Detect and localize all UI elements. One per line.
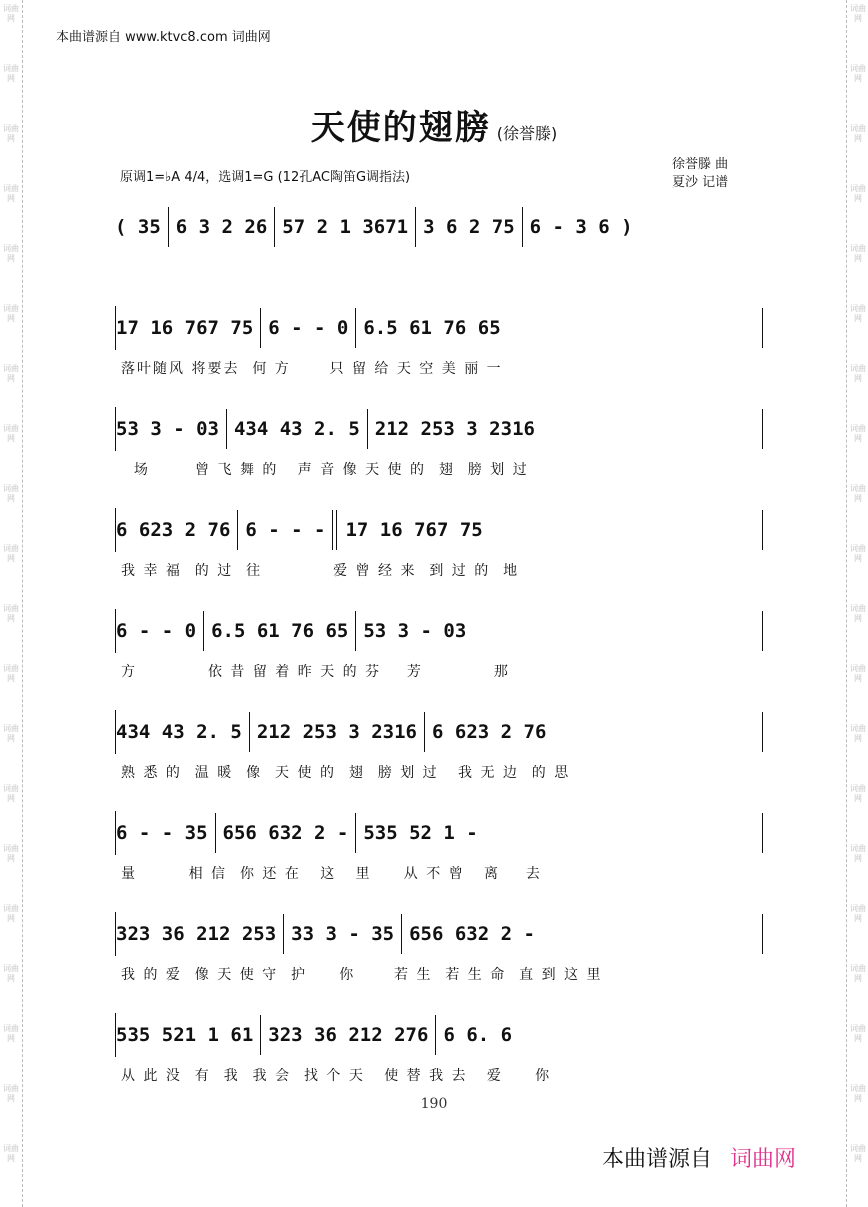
side-watermark: 词曲网 bbox=[3, 604, 19, 623]
lyric-row: 场 曾 飞 舞 的 声 音 像 天 使 的 翅 膀 划 过 bbox=[121, 462, 529, 478]
side-watermark: 词曲网 bbox=[3, 544, 19, 563]
bar-line-end bbox=[762, 409, 763, 449]
side-watermark: 词曲网 bbox=[850, 1084, 866, 1103]
bar-line bbox=[260, 1015, 261, 1055]
measure: 212 253 3 2316 bbox=[374, 418, 535, 440]
notes-row bbox=[115, 1013, 755, 1057]
bar-line bbox=[168, 207, 169, 247]
measure: 323 36 212 276 bbox=[268, 1024, 429, 1046]
bar-line bbox=[226, 409, 227, 449]
side-watermark: 词曲网 bbox=[850, 604, 866, 623]
lyric-row: 从 此 没 有 我 我 会 找 个 天 使 替 我 去 爱 你 bbox=[121, 1068, 552, 1084]
lyric-row: 量 相 信 你 还 在 这 里 从 不 曾 离 去 bbox=[121, 866, 542, 882]
side-watermark: 词曲网 bbox=[3, 964, 19, 983]
measure: 323 36 212 253 bbox=[116, 923, 277, 945]
notes-row bbox=[115, 811, 755, 855]
side-watermark: 词曲网 bbox=[3, 664, 19, 683]
side-watermark: 词曲网 bbox=[850, 844, 866, 863]
bar-line bbox=[274, 207, 275, 247]
notes-row bbox=[115, 407, 755, 451]
bar-line bbox=[367, 409, 368, 449]
left-watermark-column bbox=[2, 0, 20, 1207]
side-watermark: 词曲网 bbox=[850, 784, 866, 803]
notes-row bbox=[115, 609, 755, 653]
measure: 17 16 767 75 bbox=[116, 317, 254, 339]
repeat-bar-line bbox=[332, 510, 333, 550]
measure: 434 43 2. 5 bbox=[116, 721, 242, 743]
side-watermark: 词曲网 bbox=[3, 64, 19, 83]
side-watermark: 词曲网 bbox=[3, 4, 19, 23]
score bbox=[115, 205, 755, 1114]
side-watermark: 词曲网 bbox=[3, 244, 19, 263]
side-watermark: 词曲网 bbox=[3, 1084, 19, 1103]
notes-row bbox=[115, 508, 755, 552]
song-title: 天使的翅膀 bbox=[310, 108, 491, 148]
side-watermark: 词曲网 bbox=[3, 1024, 19, 1043]
measure: 6.5 61 76 65 bbox=[211, 620, 349, 642]
title-block bbox=[0, 100, 868, 149]
bar-line bbox=[435, 1015, 436, 1055]
side-watermark: 词曲网 bbox=[3, 424, 19, 443]
bar-line bbox=[401, 914, 402, 954]
bar-line bbox=[522, 207, 523, 247]
measure: 434 43 2. 5 bbox=[233, 418, 360, 440]
bar-line bbox=[424, 712, 425, 752]
side-watermark: 词曲网 bbox=[850, 184, 866, 203]
measure: 6 623 2 76 bbox=[432, 721, 547, 743]
lyric-row: 落叶随风 将要去 何 方 只 留 给 天 空 美 丽 一 bbox=[121, 361, 503, 377]
side-watermark: 词曲网 bbox=[3, 904, 19, 923]
measure: 57 2 1 3671 bbox=[282, 216, 409, 238]
bar-line bbox=[249, 712, 250, 752]
measure: 3 6 2 75 bbox=[423, 216, 515, 238]
bar-line bbox=[415, 207, 416, 247]
notes-row bbox=[115, 306, 755, 350]
side-watermark: 词曲网 bbox=[850, 124, 866, 143]
side-watermark: 词曲网 bbox=[3, 364, 19, 383]
measure: 6 3 2 26 bbox=[175, 216, 268, 238]
measure: 535 521 1 61 bbox=[116, 1024, 254, 1046]
notes-row bbox=[115, 912, 755, 956]
side-watermark: 词曲网 bbox=[3, 304, 19, 323]
composer-credit: 徐誉滕 曲 bbox=[672, 157, 729, 172]
notes-row bbox=[115, 205, 755, 249]
measure: 6 623 2 76 bbox=[116, 519, 231, 541]
page-number: 190 bbox=[420, 1096, 448, 1112]
side-watermark: 词曲网 bbox=[3, 724, 19, 743]
footer-brand: 词曲网 bbox=[730, 1147, 797, 1172]
side-watermark: 词曲网 bbox=[850, 724, 866, 743]
top-source-text: 本曲谱源自 www.ktvc8.com 词曲网 bbox=[56, 30, 271, 45]
right-dashed-border bbox=[846, 0, 847, 1207]
measure: 6 6. 6 bbox=[443, 1024, 513, 1046]
bar-line bbox=[260, 308, 261, 348]
bar-line-end bbox=[762, 611, 763, 651]
right-watermark-column bbox=[849, 0, 867, 1207]
measure: 535 52 1 - bbox=[363, 822, 478, 844]
side-watermark: 词曲网 bbox=[3, 184, 19, 203]
side-watermark: 词曲网 bbox=[3, 844, 19, 863]
measure: 656 632 2 - bbox=[409, 923, 535, 945]
notes-row bbox=[115, 710, 755, 754]
left-dashed-border bbox=[22, 0, 23, 1207]
side-watermark: 词曲网 bbox=[3, 484, 19, 503]
score-system bbox=[115, 205, 755, 306]
side-watermark: 词曲网 bbox=[850, 244, 866, 263]
bar-line-end bbox=[762, 914, 763, 954]
measure: 6 - - 0 bbox=[268, 317, 349, 339]
lyric-row: 我 的 爱 像 天 使 守 护 你 若 生 若 生 命 直 到 这 里 bbox=[121, 967, 603, 983]
bar-line bbox=[355, 308, 356, 348]
measure: 6 - - 0 bbox=[116, 620, 197, 642]
side-watermark: 词曲网 bbox=[850, 964, 866, 983]
key-info: 原调1=♭A 4/4，选调1=G (12孔AC陶笛G调指法) bbox=[120, 170, 411, 185]
side-watermark: 词曲网 bbox=[850, 424, 866, 443]
bar-line-end bbox=[762, 308, 763, 348]
bar-line-end bbox=[762, 813, 763, 853]
side-watermark: 词曲网 bbox=[3, 1144, 19, 1163]
measure: 212 253 3 2316 bbox=[256, 721, 417, 743]
side-watermark: 词曲网 bbox=[3, 124, 19, 143]
bar-line bbox=[237, 510, 238, 550]
bar-line-end bbox=[762, 712, 763, 752]
side-watermark: 词曲网 bbox=[850, 484, 866, 503]
measure: 33 3 - 35 bbox=[291, 923, 395, 945]
measure: ( 35 bbox=[115, 216, 161, 238]
lyric-row: 熟 悉 的 温 暖 像 天 使 的 翅 膀 划 过 我 无 边 的 思 bbox=[121, 765, 571, 781]
lyric-row: 方 依 昔 留 着 昨 天 的 芬 芳 那 bbox=[121, 664, 510, 680]
score-system bbox=[115, 710, 755, 811]
score-system bbox=[115, 609, 755, 710]
measure: 6.5 61 76 65 bbox=[363, 317, 501, 339]
side-watermark: 词曲网 bbox=[850, 544, 866, 563]
side-watermark: 词曲网 bbox=[850, 364, 866, 383]
side-watermark: 词曲网 bbox=[850, 64, 866, 83]
credits bbox=[672, 156, 728, 192]
measure: 6 - - - bbox=[245, 519, 326, 541]
transcriber-credit: 夏沙 记谱 bbox=[672, 175, 729, 190]
measure: 53 3 - 03 bbox=[363, 620, 467, 642]
bar-line bbox=[355, 611, 356, 651]
lyric-row: 我 幸 福 的 过 往 爱 曾 经 来 到 过 的 地 bbox=[121, 563, 520, 579]
score-system bbox=[115, 306, 755, 407]
score-system bbox=[115, 811, 755, 912]
measure: 6 - 3 6 ) bbox=[529, 216, 633, 238]
side-watermark: 词曲网 bbox=[850, 664, 866, 683]
side-watermark: 词曲网 bbox=[3, 784, 19, 803]
bar-line bbox=[203, 611, 204, 651]
footer-source bbox=[602, 1142, 796, 1173]
score-system bbox=[115, 407, 755, 508]
side-watermark: 词曲网 bbox=[850, 1144, 866, 1163]
song-artist: (徐誉滕) bbox=[496, 124, 558, 143]
side-watermark: 词曲网 bbox=[850, 4, 866, 23]
bar-line bbox=[215, 813, 216, 853]
measure: 17 16 767 75 bbox=[345, 519, 483, 541]
bar-line-end bbox=[762, 510, 763, 550]
bar-line bbox=[355, 813, 356, 853]
score-system bbox=[115, 508, 755, 609]
side-watermark: 词曲网 bbox=[850, 304, 866, 323]
score-system bbox=[115, 912, 755, 1013]
footer-prefix: 本曲谱源自 bbox=[602, 1147, 713, 1172]
side-watermark: 词曲网 bbox=[850, 1024, 866, 1043]
side-watermark: 词曲网 bbox=[850, 904, 866, 923]
measure: 656 632 2 - bbox=[222, 822, 349, 844]
measure: 53 3 - 03 bbox=[116, 418, 219, 440]
bar-line bbox=[283, 914, 284, 954]
measure: 6 - - 35 bbox=[116, 822, 208, 844]
